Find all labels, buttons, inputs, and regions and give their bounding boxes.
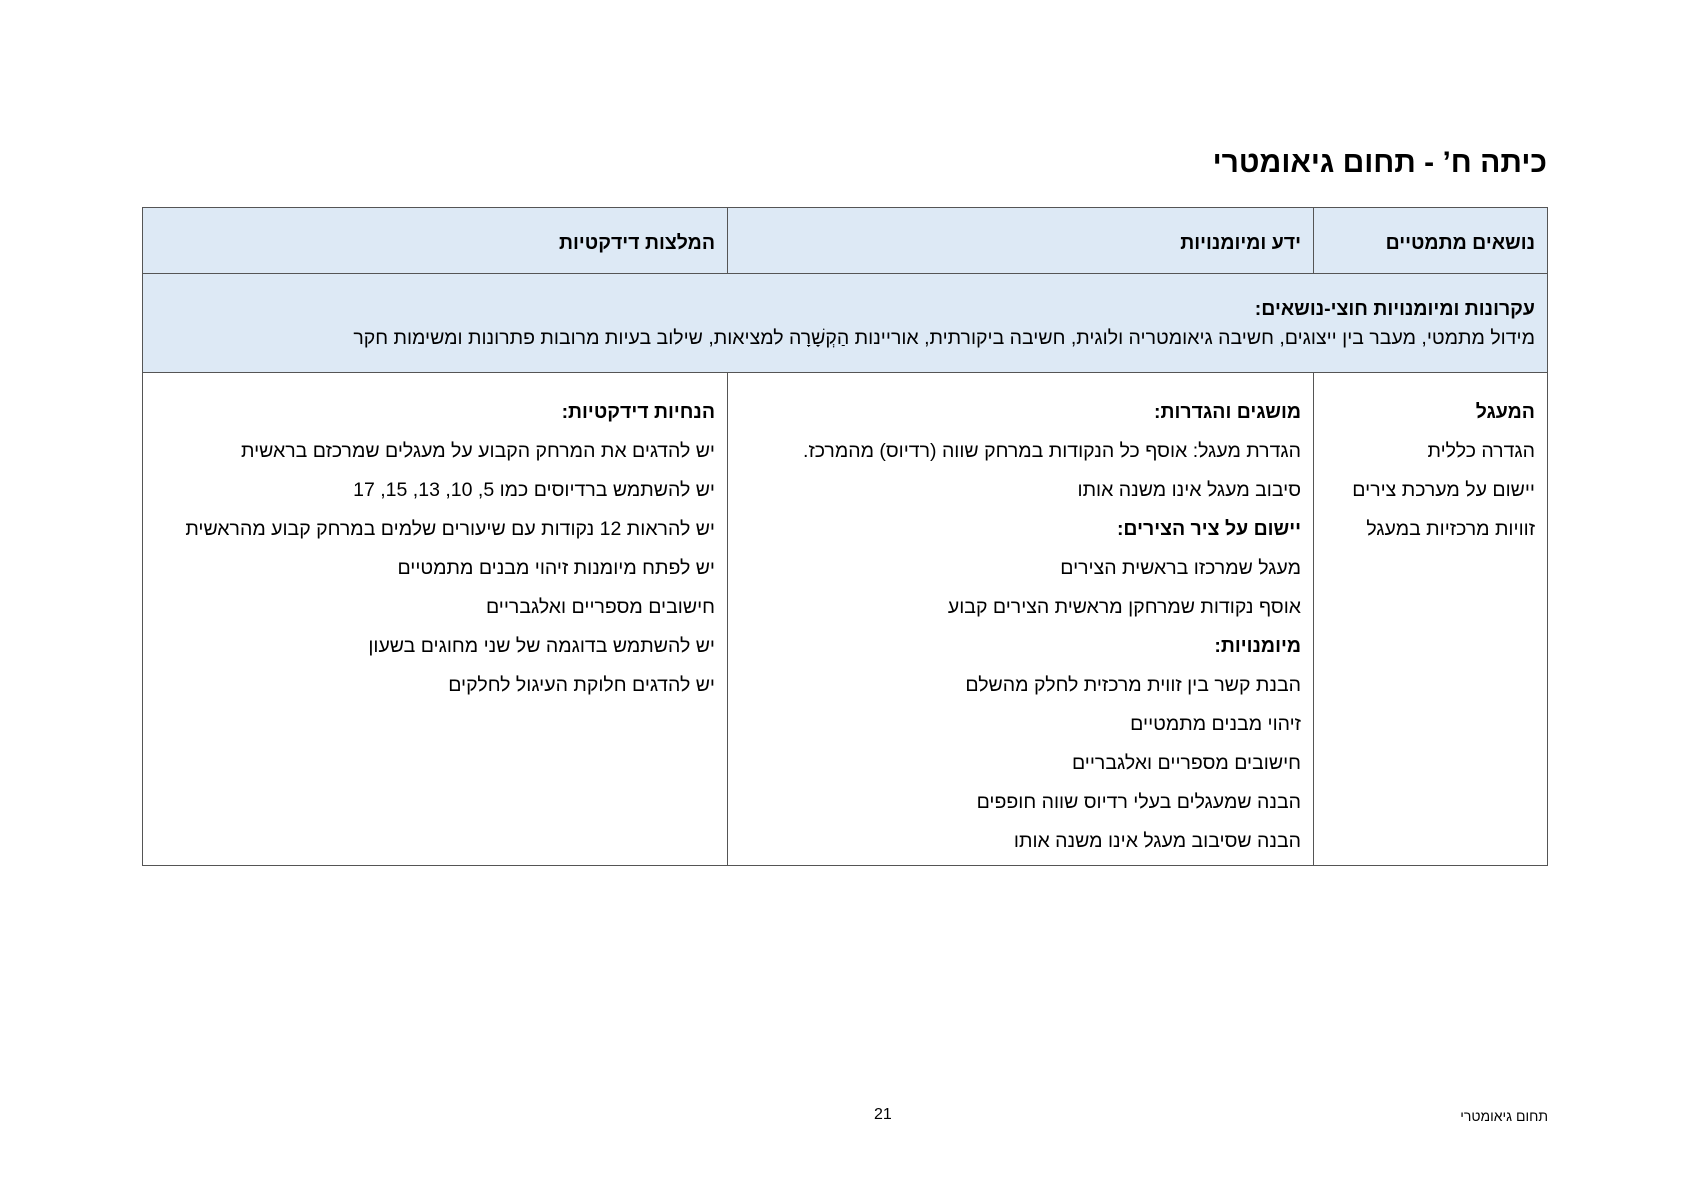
topics-cell (1314, 373, 1548, 866)
page-title: כיתה ח’ - תחום גיאומטרי (1212, 146, 1547, 179)
knowledge-item: הגדרת מעגל: אוסף כל הנקודות במרחק שווה (רדיוס) מהמרכז. (803, 440, 1301, 462)
knowledge-item: אוסף נקודות שמרחקן מראשית הצירים קבוע (947, 596, 1301, 618)
footer-section-name: תחום גיאומטרי (1460, 1108, 1548, 1124)
recommendation-item: יש להשתמש ברדיוסים כמו 5, 10, 13, 15, 17 (353, 479, 715, 501)
knowledge-item: חישובים מספריים ואלגבריים (1071, 752, 1301, 774)
content-row (143, 373, 1548, 866)
recommendation-item: יש לפתח מיומנות זיהוי מבנים מתמטיים (397, 557, 715, 579)
curriculum-table (142, 207, 1548, 866)
knowledge-item: הבנת קשר בין זווית מרכזית לחלק מהשלם (965, 674, 1301, 696)
recommendations-cell (143, 373, 728, 866)
topic-item: הגדרה כללית (1427, 440, 1535, 462)
topic-heading: המעגל (1475, 401, 1535, 423)
knowledge-item: הבנה שמעגלים בעלי רדיוס שווה חופפים (976, 791, 1301, 813)
page-number: 21 (874, 1106, 892, 1123)
cross-topic-body: מידול מתמטי, מעבר בין ייצוגים, חשיבה גיאומטריה ולוגית, חשיבה ביקורתית, אוריינות הַקְשָׁרָה למציאות, שילוב בעיות מרובות פתרונות ומשימות חקר (353, 327, 1535, 349)
axes-heading: יישום על ציר הצירים: (1116, 518, 1301, 540)
header-recommendations: המלצות דידקטיות (143, 208, 728, 274)
recommendation-item: יש להדגים את המרחק הקבוע על מעגלים שמרכזם בראשית (241, 440, 715, 462)
knowledge-cell (728, 373, 1314, 866)
topic-item: זוויות מרכזיות במעגל (1366, 518, 1535, 540)
recommendation-item: חישובים מספריים ואלגבריים (485, 596, 715, 618)
cross-topic-cell (143, 274, 1548, 373)
cross-topic-title: עקרונות ומיומנויות חוצי-נושאים: (1254, 298, 1535, 320)
header-knowledge: ידע ומיומנויות (728, 208, 1314, 274)
recommendation-item: יש להדגים חלוקת העיגול לחלקים (448, 674, 715, 696)
knowledge-item: זיהוי מבנים מתמטיים (1130, 713, 1301, 735)
concepts-heading: מושגים והגדרות: (1153, 401, 1301, 423)
knowledge-item: סיבוב מעגל אינו משנה אותו (1077, 479, 1301, 501)
table-header-row (143, 208, 1548, 274)
topic-item: יישום על מערכת צירים (1352, 479, 1535, 501)
skills-heading: מיומנויות: (1214, 635, 1301, 657)
knowledge-item: מעגל שמרכזו בראשית הצירים (1060, 557, 1301, 579)
header-topics: נושאים מתמטיים (1314, 208, 1548, 274)
recommendation-item: יש להראות 12 נקודות עם שיעורים שלמים במרחק קבוע מהראשית (185, 518, 715, 540)
recommendations-heading: הנחיות דידקטיות: (561, 401, 715, 423)
knowledge-item: הבנה שסיבוב מעגל אינו משנה אותו (1013, 830, 1301, 852)
cross-topic-row (143, 274, 1548, 373)
recommendation-item: יש להשתמש בדוגמה של שני מחוגים בשעון (368, 635, 715, 657)
